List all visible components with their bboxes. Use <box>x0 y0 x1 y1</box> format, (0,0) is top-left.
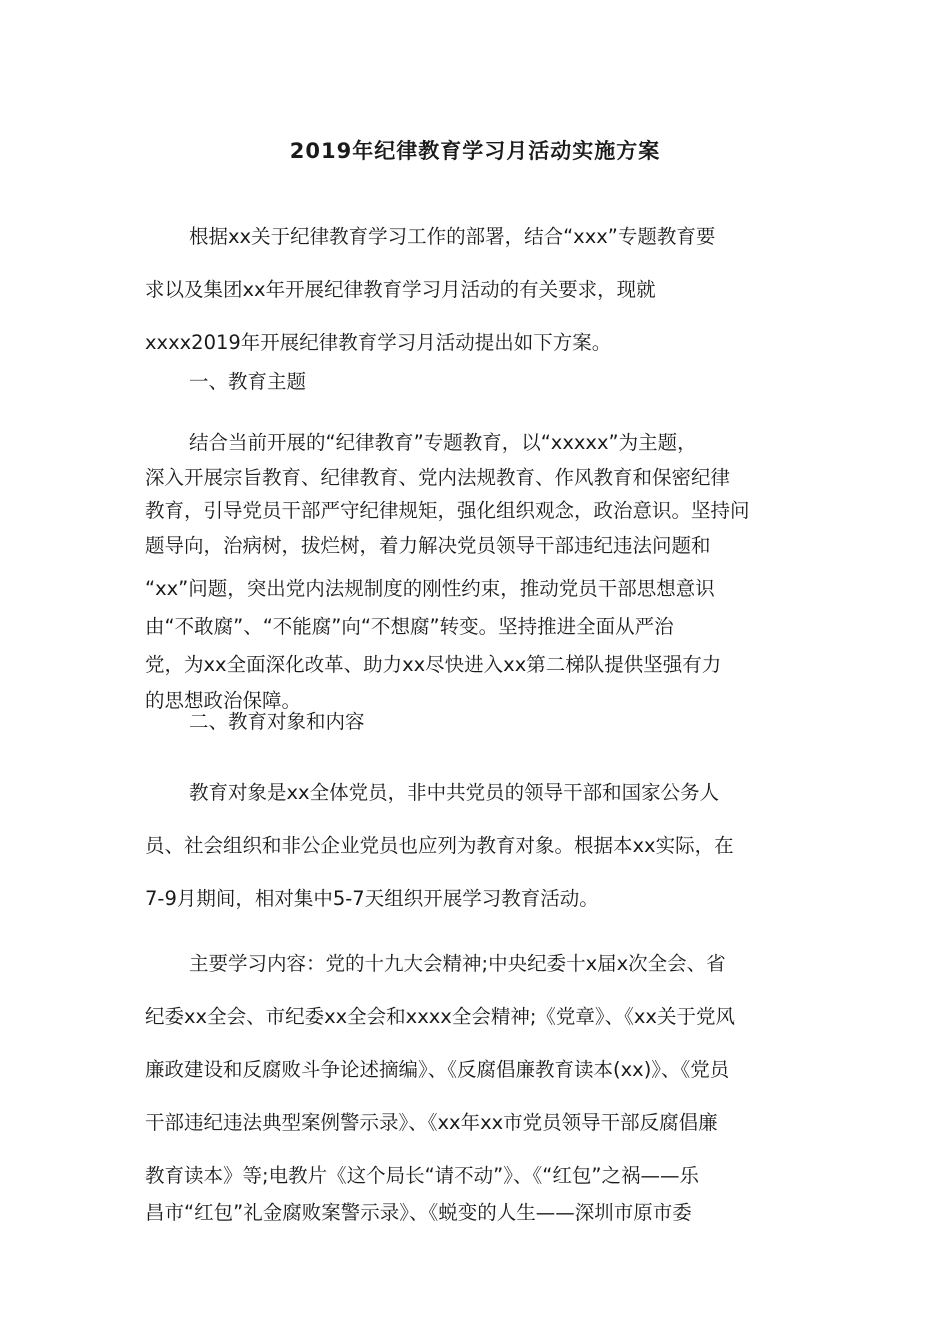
document-title: 2019年纪律教育学习月活动实施方案 <box>289 139 661 163</box>
text-line: 的思想政治保障。 <box>145 689 302 712</box>
text-line: 7-9月期间，相对集中5-7天组织开展学习教育活动。 <box>145 887 599 910</box>
text-line: 员、社会组织和非公企业党员也应列为教育对象。根据本xx实际，在 <box>145 834 734 857</box>
text-line: 深入开展宗旨教育、纪律教育、党内法规教育、作风教育和保密纪律 <box>145 466 731 489</box>
paragraph-study-content <box>145 937 815 1235</box>
text-line: 党，为xx全面深化改革、助力xx尽快进入xx第二梯队提供坚强有力 <box>145 653 722 676</box>
text-line: 教育，引导党员干部严守纪律规矩，强化组织观念，政治意识。坚持问 <box>145 499 750 522</box>
heading-text: 一、教育主题 <box>189 370 307 393</box>
paragraph-targets <box>145 766 815 925</box>
text-line: 昌市“红包”礼金腐败案警示录》、《蜕变的人生——深圳市原市委 <box>145 1201 692 1224</box>
text-line: 主要学习内容：党的十九大会精神;中央纪委十x届x次全会、省 <box>189 952 726 975</box>
text-line: 干部违纪违法典型案例警示录》、《xx年xx市党员领导干部反腐倡廉 <box>145 1111 718 1134</box>
text-line: xxxx2019年开展纪律教育学习月活动提出如下方案。 <box>145 331 612 354</box>
text-line: 教育读本》等;电教片《这个局长“请不动”》、《“红包”之祸——乐 <box>145 1164 699 1187</box>
text-line: 由“不敢腐”、“不能腐”向“不想腐”转变。坚持推进全面从严治 <box>145 615 674 638</box>
heading-text: 二、教育对象和内容 <box>189 710 365 733</box>
text-line: 纪委xx全会、市纪委xx全会和xxxx全会精神;《党章》、《xx关于党风 <box>145 1005 735 1028</box>
text-line: 求以及集团xx年开展纪律教育学习月活动的有关要求，现就 <box>145 278 656 301</box>
section-heading-targets <box>145 707 815 737</box>
text-line: 教育对象是xx全体党员，非中共党员的领导干部和国家公务人 <box>189 781 720 804</box>
text-line: 根据xx关于纪律教育学习工作的部署，结合“xxx”专题教育要 <box>189 225 716 248</box>
section-heading-theme <box>145 367 815 397</box>
text-line: 题导向，治病树，拔烂树，着力解决党员领导干部违纪违法问题和 <box>145 534 711 557</box>
paragraph-theme <box>145 425 815 719</box>
paragraph-intro <box>145 210 815 369</box>
text-line: 结合当前开展的“纪律教育”专题教育，以“xxxxx”为主题， <box>189 431 697 454</box>
text-line: 廉政建设和反腐败斗争论述摘编》、《反腐倡廉教育读本(xx)》、《党员 <box>145 1058 730 1081</box>
text-line: “xx”问题，突出党内法规制度的刚性约束，推动党员干部思想意识 <box>145 577 715 600</box>
